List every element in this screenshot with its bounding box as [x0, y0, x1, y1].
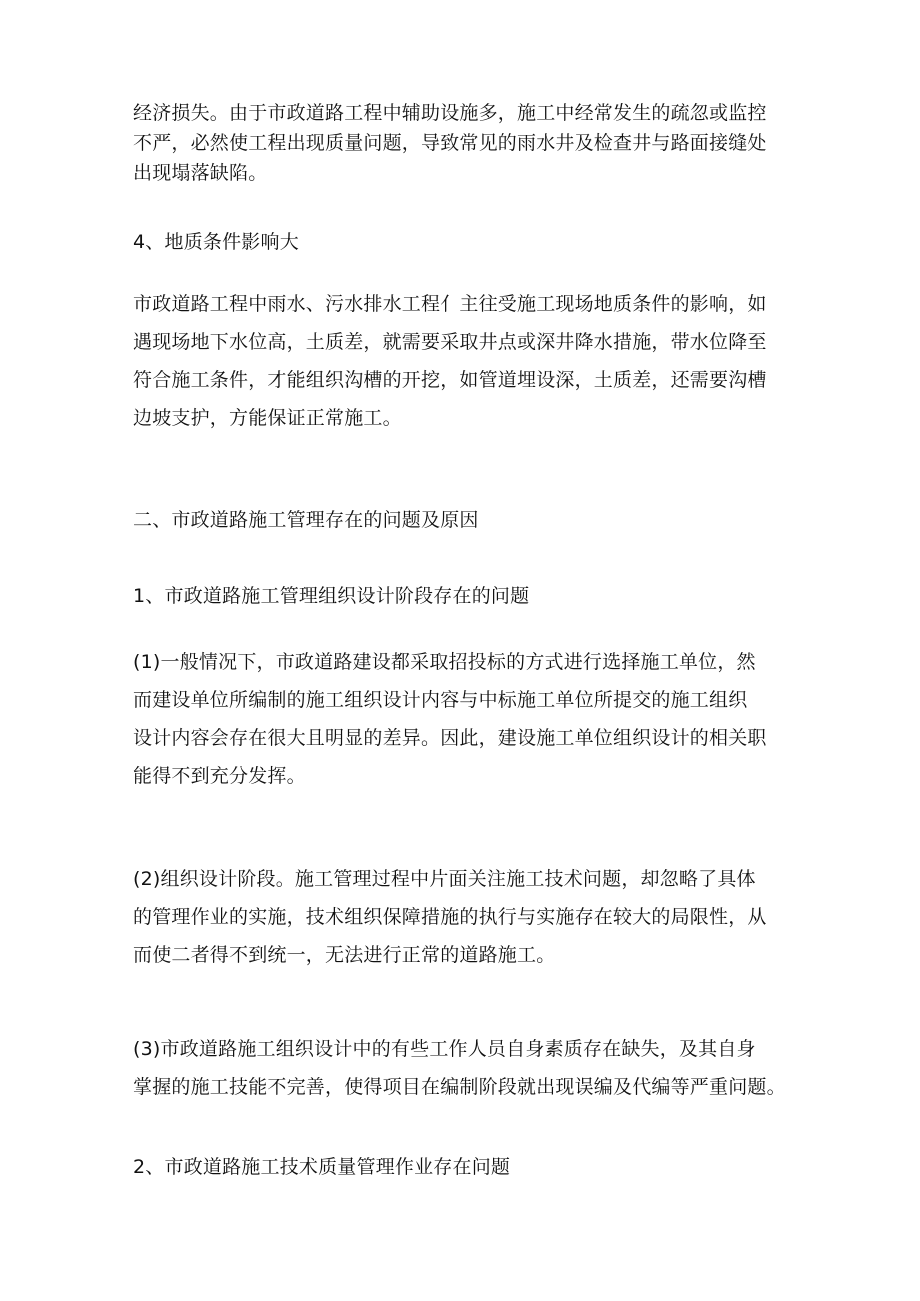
text-line: 遇现场地下水位高，土质差，就需要采取井点或深井降水措施，带水位降至 — [133, 331, 767, 353]
paragraph-geology — [133, 285, 793, 437]
text-line: 的管理作业的实施，技术组织保障措施的执行与实施存在较大的局限性，从 — [133, 906, 767, 928]
heading-design-stage — [133, 581, 793, 611]
text-line: 掌握的施工技能不完善，使得项目在编制阶段就出现误编及代编等严重问题。 — [133, 1076, 786, 1098]
text-line: 经济损失。由于市政道路工程中辅助设施多，施工中经常发生的疏忽或监控 — [133, 102, 767, 124]
text-line: 能得不到充分发挥。 — [133, 765, 306, 787]
text-line: (3)市政道路施工组织设计中的有些工作人员自身素质存在缺失，及其自身 — [133, 1038, 756, 1060]
paragraph-economic-loss — [133, 98, 793, 188]
heading-text: 二、市政道路施工管理存在的问题及原因 — [133, 509, 479, 531]
text-line: 市政道路工程中雨水、污水排水工程亻主往受施工现场地质条件的影响，如 — [133, 293, 767, 315]
heading-geology-impact — [133, 227, 793, 257]
heading-section-two — [133, 505, 793, 535]
text-line: 设计内容会存在很大且明显的差异。因此，建设施工单位组织设计的相关职 — [133, 727, 767, 749]
text-line: 而建设单位所编制的施工组织设计内容与中标施工单位所提交的施工组织 — [133, 689, 748, 711]
heading-quality-management — [133, 1152, 793, 1182]
text-line: 符合施工条件，才能组织沟槽的开挖，如管道埋设深，土质差，还需要沟槽 — [133, 369, 767, 391]
text-line: 边坡支护，方能保证正常施工。 — [133, 407, 402, 429]
paragraph-item-1 — [133, 643, 793, 795]
heading-text: 4、地质条件影响大 — [133, 231, 299, 253]
text-line: (1)一般情况下，市政道路建设都采取招投标的方式进行选择施工单位，然 — [133, 651, 756, 673]
text-line: 而使二者得不到统一，无法进行正常的道路施工。 — [133, 944, 556, 966]
text-line: 不严，必然使工程出现质量问题，导致常见的雨水井及检查井与路面接缝处 — [133, 132, 767, 154]
paragraph-item-2 — [133, 860, 793, 974]
text-line: 出现塌落缺陷。 — [133, 162, 268, 184]
heading-text: 1、市政道路施工管理组织设计阶段存在的问题 — [133, 585, 530, 607]
text-line: (2)组织设计阶段。施工管理过程中片面关注施工技术问题，却忽略了具体 — [133, 868, 756, 890]
paragraph-item-3 — [133, 1030, 793, 1106]
heading-text: 2、市政道路施工技术质量管理作业存在问题 — [133, 1156, 511, 1178]
